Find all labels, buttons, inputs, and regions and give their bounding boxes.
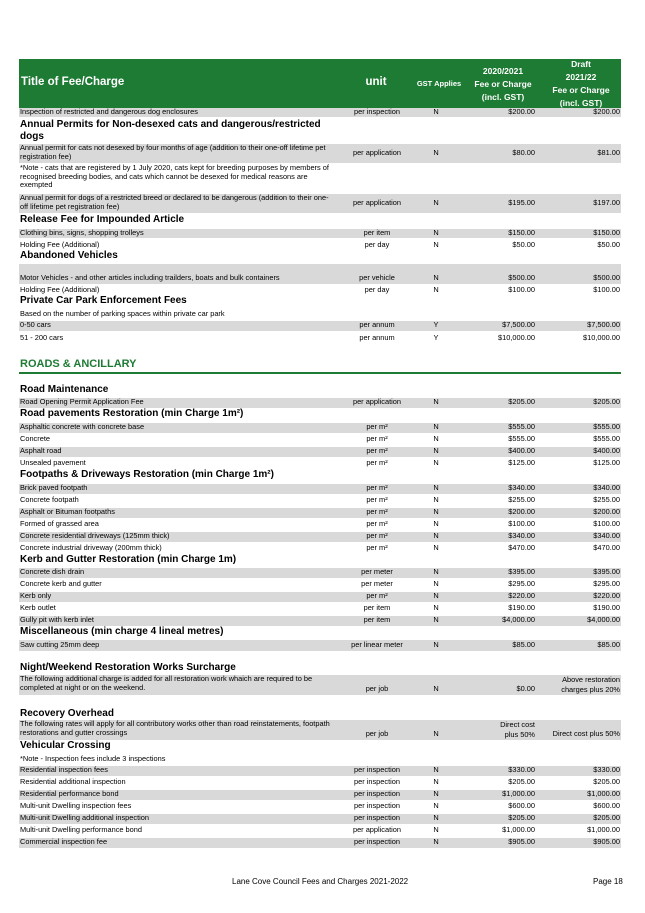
fee-title-cell: Residential performance bond	[20, 789, 119, 798]
fee-2020-cell: $205.00	[508, 777, 535, 786]
fee-title-cell: Clothing bins, signs, shopping trolleys	[20, 228, 144, 237]
unit-cell: per application	[352, 397, 402, 406]
fee-2020-cell: $905.00	[508, 837, 535, 846]
fee-title-cell: Road Opening Permit Application Fee	[20, 397, 144, 406]
header-unit: unit	[365, 76, 387, 88]
table-row	[19, 459, 621, 468]
gst-cell: N	[433, 107, 439, 116]
table-row	[19, 321, 621, 331]
unit-cell: per inspection	[353, 801, 400, 810]
section-night: Night/Weekend Restoration Works Surcharge	[20, 662, 236, 673]
section-footpaths: Footpaths & Driveways Restoration (min Charge 1m²)	[20, 469, 274, 480]
gst-cell: N	[433, 519, 439, 528]
fee-title-cell: Brick paved footpath	[20, 483, 88, 492]
fee-2020-cell: $255.00	[508, 495, 535, 504]
fee-title-cell: Concrete kerb and gutter	[20, 579, 102, 588]
fee-2021-cell: $1,000.00	[587, 825, 620, 834]
section-release-fee: Release Fee for Impounded Article	[20, 214, 185, 225]
fee-2021-cell: Above restoration charges plus 20%	[561, 675, 620, 694]
gst-cell: N	[433, 483, 439, 492]
fee-2020-cell: $200.00	[508, 507, 535, 516]
unit-cell: per job	[365, 729, 389, 738]
fee-2021-cell: $395.00	[593, 567, 620, 576]
gst-cell: N	[433, 495, 439, 504]
fee-title-cell: Gully pit with kerb inlet	[20, 615, 94, 624]
unit-cell: per job	[365, 684, 389, 693]
unit-cell: per item	[363, 603, 391, 612]
header-fee-2020: 2020/2021 Fee or Charge (incl. GST)	[474, 66, 532, 102]
fee-title-cell: Asphalt or Bituman footpaths	[20, 507, 115, 516]
fee-title-cell: Multi-unit Dwelling additional inspection	[20, 813, 149, 822]
fee-2021-cell: $10,000.00	[583, 333, 620, 342]
fee-title-cell: Annual permit for cats not desexed by four months of age (addition to their one-off lifetime pet registration fee)	[20, 143, 326, 161]
table-row	[19, 229, 621, 238]
fee-2020-cell: $340.00	[508, 483, 535, 492]
fee-2021-cell: $555.00	[593, 434, 620, 443]
unit-cell: per meter	[361, 567, 393, 576]
fee-title-cell: Asphaltic concrete with concrete base	[20, 422, 145, 431]
fee-2020-cell: $600.00	[508, 801, 535, 810]
fee-2021-cell: $340.00	[593, 483, 620, 492]
table-row	[19, 423, 621, 433]
fee-2020-cell: $195.00	[508, 198, 535, 207]
fee-2020-cell: $400.00	[508, 446, 535, 455]
unit-cell: per m²	[366, 446, 388, 455]
fee-2021-cell: $470.00	[593, 543, 620, 552]
section-abandoned: Abandoned Vehicles	[20, 250, 118, 261]
unit-cell: per linear meter	[351, 640, 403, 649]
fee-2021-cell: $197.00	[593, 198, 620, 207]
fee-2021-cell: $190.00	[593, 603, 620, 612]
fee-2021-cell: $205.00	[593, 397, 620, 406]
fee-2020-cell: $200.00	[508, 107, 535, 116]
section-misc: Miscellaneous (min charge 4 lineal metres)	[20, 626, 224, 637]
table-row	[19, 496, 621, 505]
section-road-pave: Road pavements Restoration (min Charge 1m²)	[20, 408, 244, 419]
fee-2021-cell: $500.00	[593, 273, 620, 282]
table-row	[19, 194, 621, 213]
fee-2021-cell: $255.00	[593, 495, 620, 504]
table-row	[19, 580, 621, 589]
fee-title-cell: Concrete industrial driveway (200mm thick)	[20, 543, 162, 552]
unit-cell: per m²	[366, 591, 388, 600]
gst-cell: N	[433, 285, 439, 294]
fee-title-cell: Unsealed pavement	[20, 458, 86, 467]
gst-cell: N	[433, 777, 439, 786]
fee-2020-cell: $10,000.00	[498, 333, 535, 342]
header-fee-2021: Draft 2021/22 Fee or Charge (incl. GST)	[552, 59, 610, 108]
fee-2021-cell: $340.00	[593, 531, 620, 540]
section-annual-permits: Annual Permits for Non-desexed cats and dangerous/restricted dogs	[20, 119, 321, 142]
table-row	[19, 520, 621, 529]
table-row	[19, 398, 621, 408]
gst-cell: N	[433, 813, 439, 822]
table-row	[19, 544, 621, 553]
unit-cell: per m²	[366, 422, 388, 431]
unit-cell: per m²	[366, 434, 388, 443]
unit-cell: per application	[352, 148, 402, 157]
fee-title-cell: Holding Fee (Additional)	[20, 240, 100, 249]
fee-title-cell: Multi-unit Dwelling inspection fees	[20, 801, 132, 810]
gst-cell: N	[433, 531, 439, 540]
fee-2021-cell: Direct cost plus 50%	[552, 729, 620, 738]
section-road-maint: Road Maintenance	[20, 384, 109, 395]
fee-2021-cell: $205.00	[593, 813, 620, 822]
table-row	[19, 508, 621, 518]
fee-title-cell: Asphalt road	[20, 446, 62, 455]
unit-cell: per application	[352, 825, 402, 834]
header-title: Title of Fee/Charge	[21, 76, 125, 88]
fee-title-cell: Commercial inspection fee	[20, 837, 108, 846]
fee-2020-cell: $205.00	[508, 397, 535, 406]
gst-cell: N	[433, 801, 439, 810]
table-row	[19, 814, 621, 824]
fee-title-cell: Inspection of restricted and dangerous dog enclosures	[20, 107, 198, 116]
table-row	[19, 640, 621, 651]
fee-2021-cell: $50.00	[597, 240, 620, 249]
fee-title-cell: Concrete residential driveways (125mm thick)	[20, 531, 170, 540]
table-row	[19, 108, 621, 117]
fee-title-cell: The following additional charge is added for all restoration work whaich are required to be completed at night or on the weekend.	[20, 674, 313, 692]
fee-title-cell: Concrete	[20, 434, 50, 443]
fee-title-cell: Residential additional inspection	[20, 777, 126, 786]
fee-2020-cell: $555.00	[508, 434, 535, 443]
gst-cell: N	[433, 615, 439, 624]
fee-title-cell: Kerb only	[20, 591, 52, 600]
fee-2020-cell: $0.00	[516, 684, 535, 693]
parking-note: Based on the number of parking spaces within private car park	[20, 309, 225, 318]
unit-cell: per annum	[359, 333, 395, 342]
fee-2020-cell: Direct cost plus 50%	[500, 720, 535, 739]
fee-2021-cell: $905.00	[593, 837, 620, 846]
unit-cell: per m²	[366, 458, 388, 467]
table-row	[19, 144, 621, 163]
fee-2021-cell: $150.00	[593, 228, 620, 237]
fee-2021-cell: $7,500.00	[587, 320, 620, 329]
fee-2020-cell: $470.00	[508, 543, 535, 552]
table-row	[19, 264, 621, 284]
fee-2020-cell: $85.00	[512, 640, 535, 649]
table-row	[19, 720, 621, 740]
gst-cell: N	[433, 397, 439, 406]
unit-cell: per application	[352, 198, 402, 207]
gst-cell: N	[433, 684, 439, 693]
cats-note: *Note - cats that are registered by 1 July 2020, cats kept for breeding purposes by members of recognised breeding bodies, and cats which cannot be desexed for medical reasons are exempted	[20, 163, 329, 190]
unit-cell: per m²	[366, 519, 388, 528]
fee-2020-cell: $80.00	[512, 148, 535, 157]
unit-cell: per day	[364, 240, 390, 249]
section-kerb: Kerb and Gutter Restoration (min Charge 1m)	[20, 554, 237, 565]
fee-2021-cell: $400.00	[593, 446, 620, 455]
unit-cell: per m²	[366, 531, 388, 540]
table-row	[19, 334, 621, 343]
fee-2020-cell: $190.00	[508, 603, 535, 612]
fee-2020-cell: $100.00	[508, 285, 535, 294]
table-row	[19, 435, 621, 444]
fee-2020-cell: $330.00	[508, 765, 535, 774]
gst-cell: N	[433, 507, 439, 516]
gst-cell: N	[433, 434, 439, 443]
table-row	[19, 838, 621, 848]
table-row	[19, 675, 621, 695]
gst-cell: N	[433, 446, 439, 455]
table-row	[19, 802, 621, 811]
unit-cell: per item	[363, 228, 391, 237]
unit-cell: per inspection	[353, 813, 400, 822]
gst-cell: N	[433, 422, 439, 431]
unit-cell: per m²	[366, 495, 388, 504]
unit-cell: per day	[364, 285, 390, 294]
fee-title-cell: Holding Fee (Additional)	[20, 285, 100, 294]
unit-cell: per m²	[366, 483, 388, 492]
footer-title: Lane Cove Council Fees and Charges 2021-2022	[232, 877, 409, 886]
fee-2021-cell: $100.00	[593, 285, 620, 294]
fee-title-cell: Residential inspection fees	[20, 765, 108, 774]
fee-2020-cell: $500.00	[508, 273, 535, 282]
gst-cell: N	[433, 148, 439, 157]
fee-2020-cell: $150.00	[508, 228, 535, 237]
gst-cell: N	[433, 591, 439, 600]
fee-2021-cell: $100.00	[593, 519, 620, 528]
unit-cell: per inspection	[353, 837, 400, 846]
gst-cell: N	[433, 837, 439, 846]
fee-2021-cell: $220.00	[593, 591, 620, 600]
table-row	[19, 616, 621, 626]
table-row	[19, 241, 621, 250]
gst-cell: N	[433, 603, 439, 612]
fee-2021-cell: $81.00	[597, 148, 620, 157]
gst-cell: N	[433, 567, 439, 576]
fee-2020-cell: $50.00	[512, 240, 535, 249]
fee-title-cell: Formed of grassed area	[20, 519, 99, 528]
unit-cell: per inspection	[353, 777, 400, 786]
table-row	[19, 778, 621, 787]
fee-title-cell: Concrete footpath	[20, 495, 79, 504]
table-row	[19, 766, 621, 776]
fee-2020-cell: $1,000.00	[502, 825, 535, 834]
table-row	[19, 592, 621, 602]
fee-2021-cell: $330.00	[593, 765, 620, 774]
vehicular-note: *Note - Inspection fees include 3 inspections	[20, 754, 166, 763]
fee-2020-cell: $555.00	[508, 422, 535, 431]
fee-2020-cell: $4,000.00	[502, 615, 535, 624]
unit-cell: per inspection	[353, 107, 400, 116]
fee-2020-cell: $220.00	[508, 591, 535, 600]
table-row	[19, 604, 621, 613]
unit-cell: per vehicle	[359, 273, 395, 282]
fee-2020-cell: $100.00	[508, 519, 535, 528]
fee-title-cell: Saw cutting 25mm deep	[20, 640, 100, 649]
gst-cell: N	[433, 640, 439, 649]
fee-2021-cell: $205.00	[593, 777, 620, 786]
fee-title-cell: 51 - 200 cars	[20, 333, 64, 342]
fee-2021-cell: $125.00	[593, 458, 620, 467]
table-row	[19, 447, 621, 457]
unit-cell: per m²	[366, 543, 388, 552]
fee-2021-cell: $200.00	[593, 107, 620, 116]
fee-2020-cell: $125.00	[508, 458, 535, 467]
fee-2020-cell: $295.00	[508, 579, 535, 588]
fee-title-cell: Kerb outlet	[20, 603, 56, 612]
fee-2021-cell: $295.00	[593, 579, 620, 588]
gst-cell: N	[433, 273, 439, 282]
gst-cell: N	[433, 543, 439, 552]
fee-2020-cell: $340.00	[508, 531, 535, 540]
table-row	[19, 826, 621, 835]
gst-cell: Y	[433, 320, 439, 329]
fee-title-cell: Multi-unit Dwelling performance bond	[20, 825, 143, 834]
fee-title-cell: Motor Vehicles - and other articles including trailders, boats and bulk containers	[20, 273, 280, 282]
section-vehicular: Vehicular Crossing	[20, 740, 111, 751]
gst-cell: N	[433, 458, 439, 467]
fee-2021-cell: $600.00	[593, 801, 620, 810]
fee-2020-cell: $7,500.00	[502, 320, 535, 329]
fee-title-cell: 0-50 cars	[20, 320, 51, 329]
fee-title-cell: Concrete dish drain	[20, 567, 85, 576]
unit-cell: per meter	[361, 579, 393, 588]
gst-cell: N	[433, 825, 439, 834]
fee-2021-cell: $555.00	[593, 422, 620, 431]
unit-cell: per inspection	[353, 765, 400, 774]
gst-cell: N	[433, 765, 439, 774]
unit-cell: per m²	[366, 507, 388, 516]
fee-2021-cell: $85.00	[597, 640, 620, 649]
table-row	[19, 484, 621, 494]
page-number: Page 18	[593, 877, 623, 886]
band-divider	[19, 372, 621, 374]
fee-2021-cell: $1,000.00	[587, 789, 620, 798]
fee-2021-cell: $4,000.00	[587, 615, 620, 624]
unit-cell: per inspection	[353, 789, 400, 798]
gst-cell: N	[433, 198, 439, 207]
table-row	[19, 568, 621, 578]
band-roads-ancillary: ROADS & ANCILLARY	[20, 358, 137, 370]
gst-cell: N	[433, 789, 439, 798]
gst-cell: N	[433, 228, 439, 237]
fee-2020-cell: $1,000.00	[502, 789, 535, 798]
section-recovery: Recovery Overhead	[20, 708, 114, 719]
fee-title-cell: The following rates will apply for all contributory works other than road reinstatements, footpath restorations and gutter crossings	[20, 719, 330, 737]
fee-2020-cell: $395.00	[508, 567, 535, 576]
header-gst: GST Applies	[416, 79, 462, 88]
gst-cell: N	[433, 579, 439, 588]
unit-cell: per annum	[359, 320, 395, 329]
fee-2020-cell: $205.00	[508, 813, 535, 822]
unit-cell: per item	[363, 615, 391, 624]
gst-cell: N	[433, 240, 439, 249]
table-row	[19, 532, 621, 542]
gst-cell: N	[433, 729, 439, 738]
fee-2021-cell: $200.00	[593, 507, 620, 516]
section-private-car: Private Car Park Enforcement Fees	[20, 295, 187, 306]
fee-title-cell: Annual permit for dogs of a restricted breed or declared to be dangerous (addition to their one-off lifetime pet registration fee)	[20, 193, 329, 211]
table-row	[19, 790, 621, 800]
table-header	[19, 59, 621, 108]
gst-cell: Y	[433, 333, 439, 342]
table-row	[19, 286, 621, 295]
